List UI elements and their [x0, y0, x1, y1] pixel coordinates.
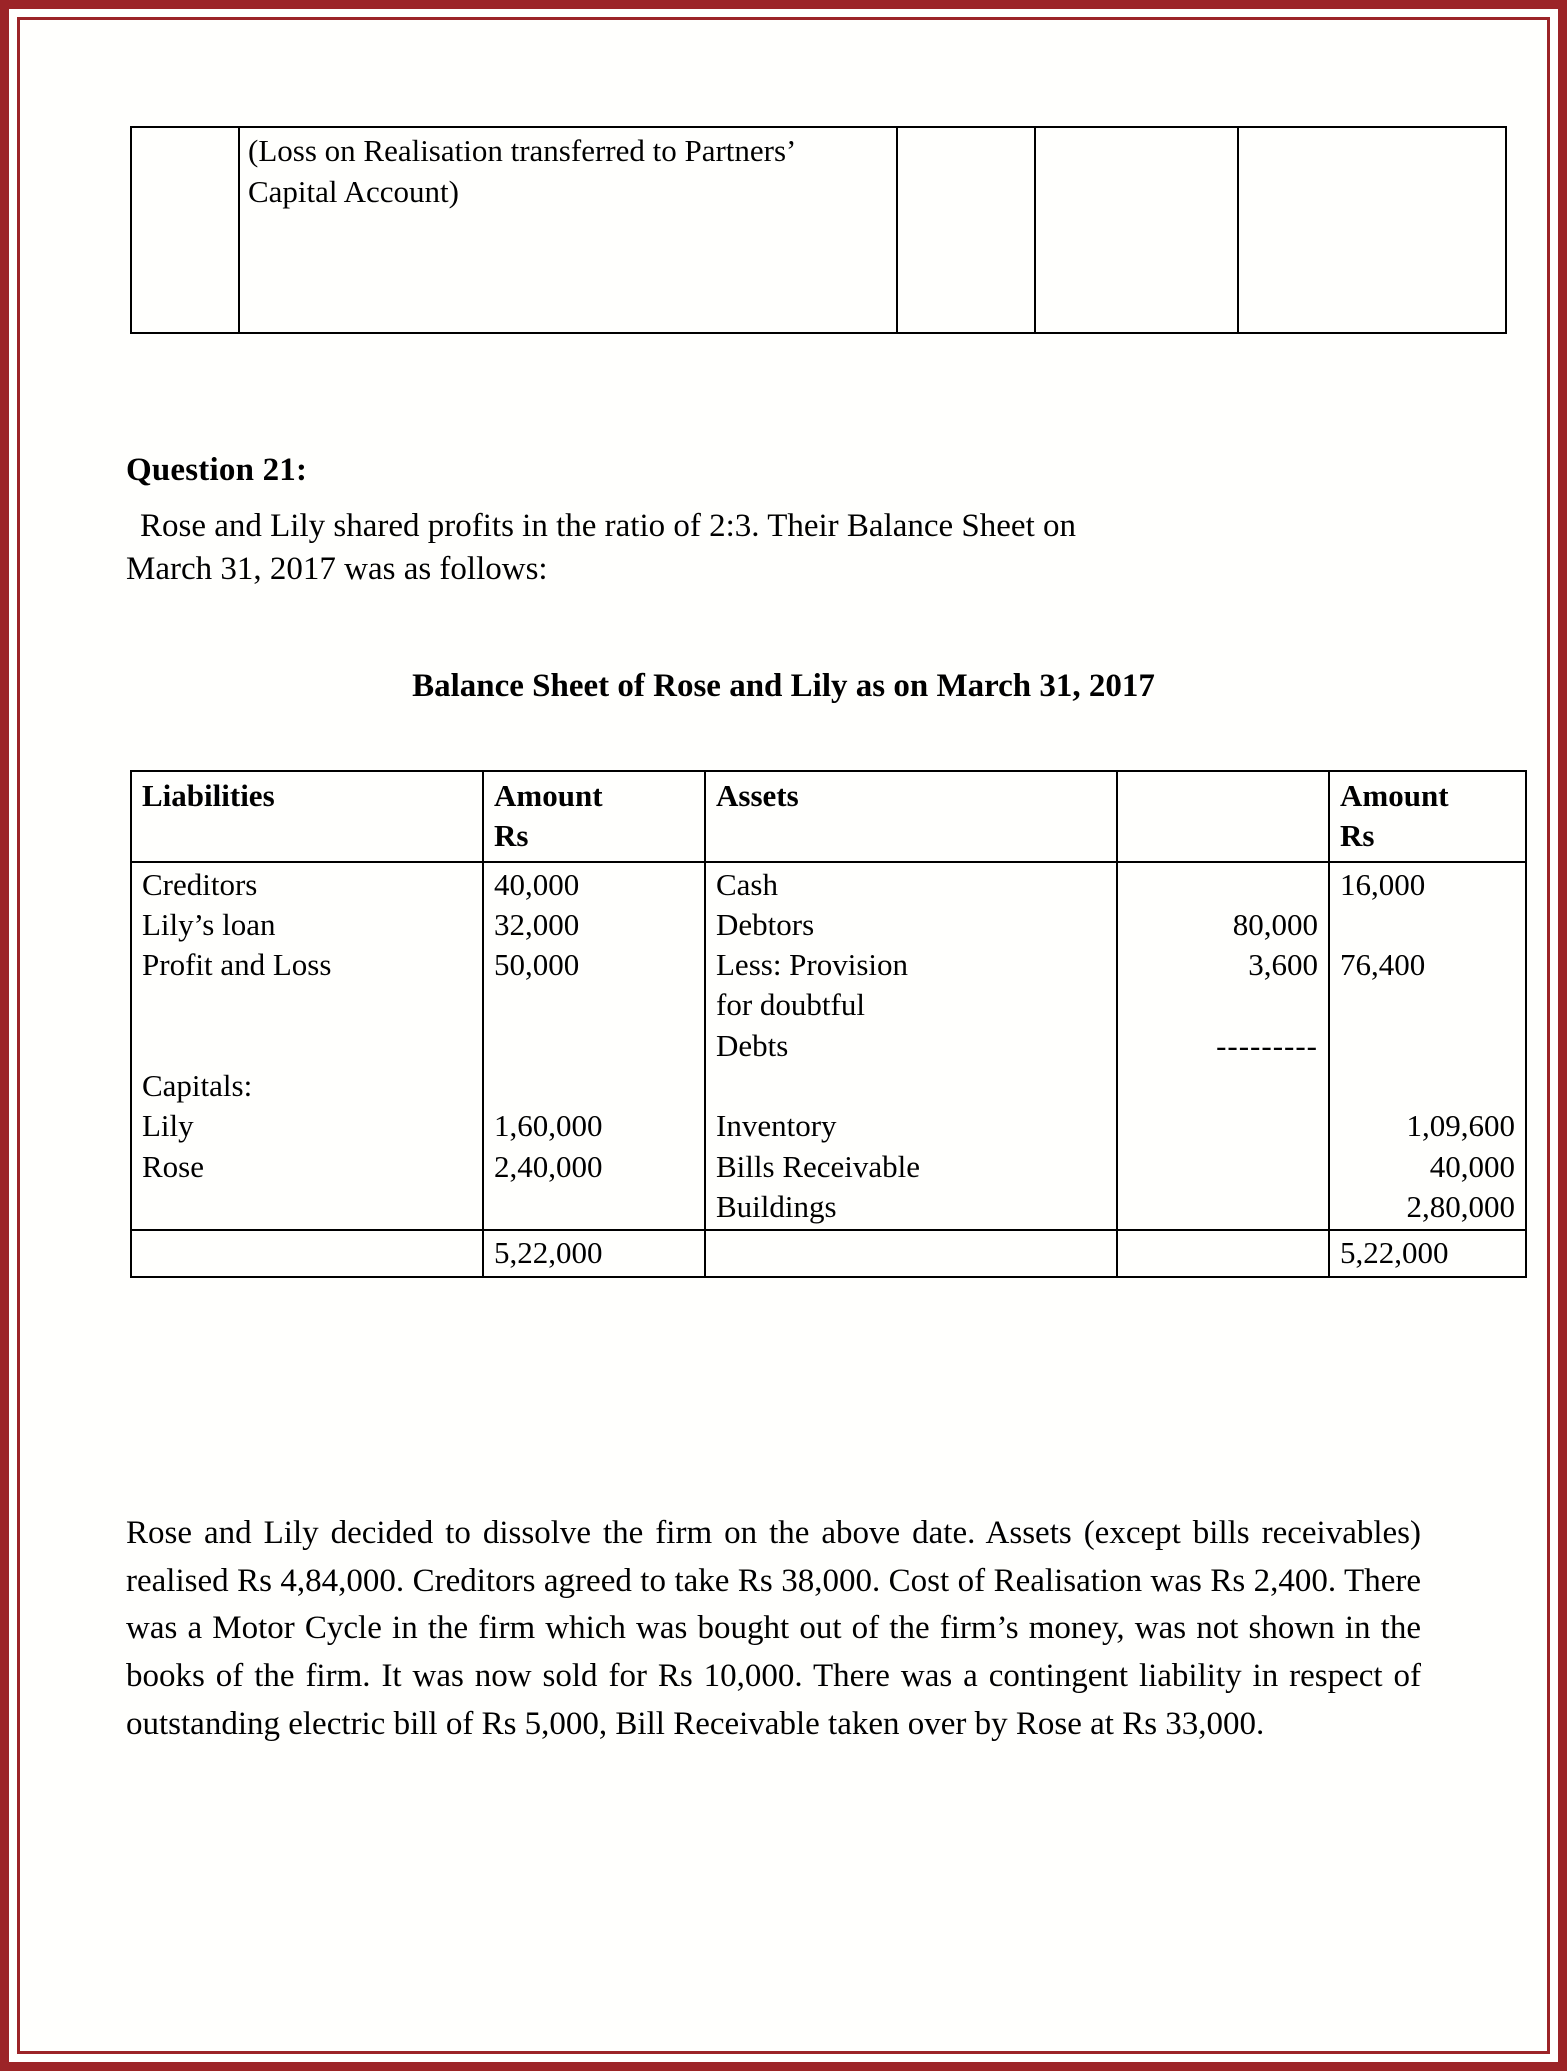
totals-liabilities-label	[131, 1230, 483, 1276]
assets-sub-amounts-cell	[1117, 862, 1329, 1231]
totals-assets-amount: 5,22,000	[1329, 1230, 1526, 1276]
asset-label: Bills Receivable	[716, 1148, 921, 1184]
liability-amount: 2,40,000	[494, 1148, 603, 1184]
totals-liabilities-amount: 5,22,000	[483, 1230, 705, 1276]
asset-label: Inventory	[716, 1108, 837, 1144]
journal-fragment-table-wrapper	[130, 126, 1415, 334]
liability-label: Rose	[142, 1148, 204, 1184]
fragment-cell-narration: (Loss on Realisation transferred to Partners’ Capital Account)	[239, 127, 897, 333]
liability-label: Creditors	[142, 866, 258, 902]
fragment-cell-lf	[897, 127, 1035, 333]
closing-paragraph: Rose and Lily decided to dissolve the firm on the above date. Assets (except bills receivables) realised Rs 4,84,000. Creditors agreed to take Rs 38,000. Cost of Realisation was Rs 2,400. There was a Motor Cycle in the firm which was bought out of the firm’s money, was not shown in the books of the firm. It was now sold for Rs 10,000. There was a contingent liability in respect of outstanding electric bill of Rs 5,000, Bill Receivable taken over by Rose at Rs 33,000.	[126, 1515, 1421, 1742]
asset-label: Debts	[716, 1027, 789, 1063]
header-amount-right	[1329, 771, 1526, 862]
asset-label: Less: Provision	[716, 947, 909, 983]
liability-label: Lily’s loan	[142, 906, 276, 942]
journal-fragment-table	[130, 126, 1507, 334]
header-amount-left	[483, 771, 705, 862]
question-heading: Question 21:	[126, 452, 308, 488]
asset-amount: 40,000	[1429, 1148, 1515, 1184]
liabilities-labels-cell	[131, 862, 483, 1231]
question-line-2: March 31, 2017 was as follows:	[126, 550, 548, 587]
header-amount-right-line1: Amount	[1340, 778, 1449, 813]
liability-amount: 1,60,000	[494, 1108, 603, 1144]
table-row	[131, 127, 1506, 333]
liability-label: Profit and Loss	[142, 947, 332, 983]
asset-amount: 16,000	[1340, 866, 1426, 902]
question-line-1: Rose and Lily shared profits in the ratio of 2:3. Their Balance Sheet on	[140, 508, 1076, 544]
fragment-cell-credit	[1238, 127, 1506, 333]
asset-label: Debtors	[716, 906, 815, 942]
table-header-row	[131, 771, 1526, 862]
closing-paragraph-wrapper	[126, 1510, 1421, 1748]
header-liabilities-label: Liabilities	[142, 778, 275, 813]
asset-amount: 1,09,600	[1406, 1108, 1515, 1144]
balance-sheet-wrapper	[130, 770, 1515, 1278]
header-amount-right-line2: Rs	[1340, 818, 1375, 854]
asset-label: for doubtful	[716, 987, 865, 1023]
totals-assets-sub	[1117, 1230, 1329, 1276]
table-totals-row	[131, 1230, 1526, 1276]
assets-labels-cell	[705, 862, 1117, 1231]
liability-label: Lily	[142, 1108, 194, 1144]
asset-label: Buildings	[716, 1188, 837, 1224]
asset-amount: 2,80,000	[1406, 1188, 1515, 1224]
header-sub-amount	[1117, 771, 1329, 862]
header-assets	[705, 771, 1117, 862]
liability-amount: 32,000	[494, 906, 580, 942]
header-amount-left-line2: Rs	[494, 818, 529, 854]
header-assets-label: Assets	[716, 778, 799, 813]
asset-amount: 76,400	[1340, 947, 1426, 983]
asset-subtotal-rule: ---------	[1216, 1027, 1318, 1063]
asset-sub-amount: 3,600	[1248, 947, 1318, 983]
table-body-row	[131, 862, 1526, 1231]
question-paragraph	[126, 505, 1421, 591]
header-liabilities	[131, 771, 483, 862]
fragment-cell-debit	[1035, 127, 1238, 333]
balance-sheet-title: Balance Sheet of Rose and Lily as on March 31, 2017	[412, 668, 1155, 704]
header-amount-left-line1: Amount	[494, 778, 603, 813]
totals-assets-label	[705, 1230, 1117, 1276]
asset-label: Cash	[716, 866, 778, 902]
liability-amount: 50,000	[494, 947, 580, 983]
fragment-cell-date	[131, 127, 239, 333]
liabilities-amounts-cell	[483, 862, 705, 1231]
asset-sub-amount: 80,000	[1232, 906, 1318, 942]
liability-label: Capitals:	[142, 1068, 253, 1104]
balance-sheet-table	[130, 770, 1527, 1278]
liability-amount: 40,000	[494, 866, 580, 902]
assets-amounts-cell	[1329, 862, 1526, 1231]
